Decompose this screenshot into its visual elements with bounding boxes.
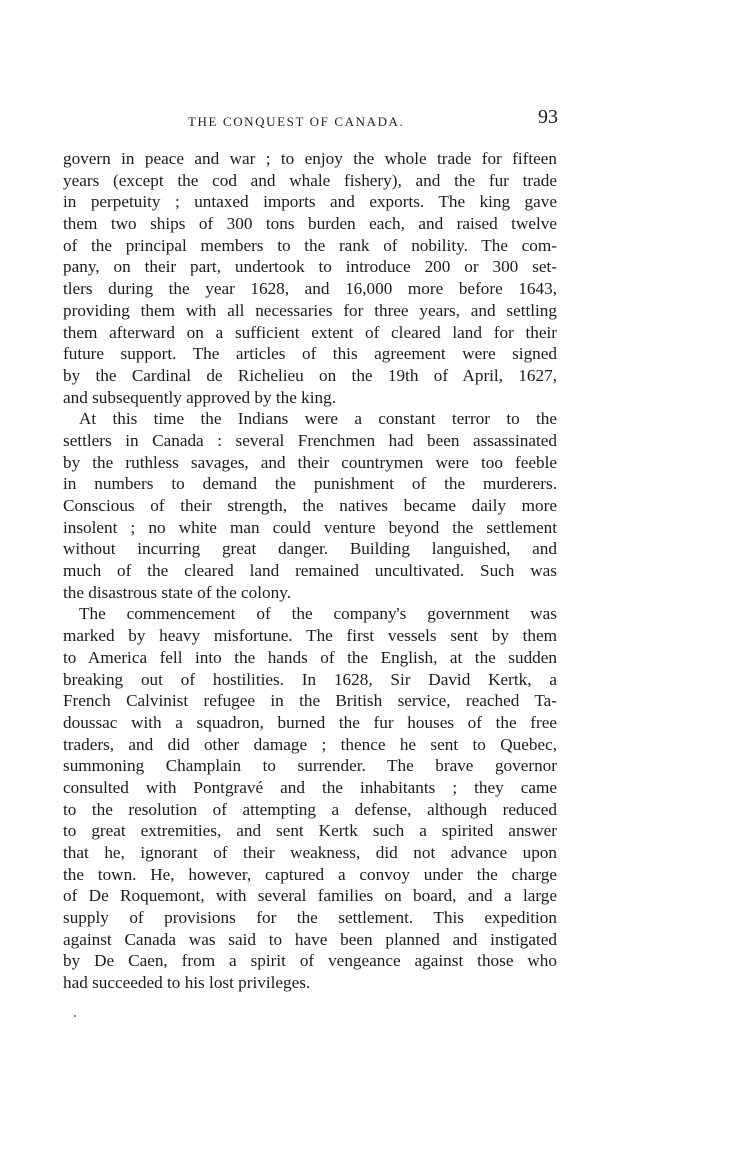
text-line: by the Cardinal de Richelieu on the 19th of April, 1627,: [63, 365, 557, 385]
text-line: doussac with a squadron, burned the fur houses of the free: [63, 712, 557, 732]
text-line: much of the cleared land remained uncultivated. Such was: [63, 561, 557, 581]
text-line: govern in peace and war ; to enjoy the whole trade for fifteen: [63, 149, 557, 168]
text-line: French Calvinist refugee in the British service, reached Ta-: [63, 691, 557, 711]
text-line: supply of provisions for the settlement. This expedition: [63, 908, 557, 928]
text-line: settlers in Canada : several Frenchmen had been assassinated: [63, 430, 557, 450]
text-line: in perpetuity ; untaxed imports and exports. The king gave: [63, 192, 557, 212]
text-line: traders, and did other damage ; thence he sent to Quebec,: [63, 734, 557, 754]
text-line: by De Caen, from a spirit of vengeance against those who: [63, 951, 557, 971]
text-line: pany, on their part, undertook to introduce 200 or 300 set-: [63, 257, 557, 277]
text-line: the disastrous state of the colony.: [63, 582, 292, 602]
text-line: to America fell into the hands of the English, at the sudden: [63, 647, 557, 667]
text-line: the town. He, however, captured a convoy under the charge: [63, 864, 557, 884]
text-line: in numbers to demand the punishment of the murderers.: [63, 474, 557, 494]
text-line: to the resolution of attempting a defense, although reduced: [63, 799, 557, 819]
text-line: providing them with all necessaries for three years, and settling: [63, 300, 557, 320]
text-line: that he, ignorant of their weakness, did not advance upon: [63, 843, 557, 862]
text-line: and subsequently approved by the king.: [63, 387, 337, 407]
paragraph-start: At this time the Indians were a constant terror to the: [79, 409, 557, 429]
ink-speck: [74, 1015, 76, 1017]
text-line: of the principal members to the rank of nobility. The com-: [63, 235, 557, 255]
text-line: them two ships of 300 tons burden each, and raised twelve: [63, 214, 557, 234]
text-line: future support. The articles of this agreement were signed: [63, 344, 557, 364]
text-line: summoning Champlain to surrender. The brave governor: [63, 756, 557, 776]
page-header: [60, 106, 558, 140]
text-line: marked by heavy misfortune. The first vessels sent by them: [63, 626, 557, 646]
text-line: of De Roquemont, with several families on board, and a large: [63, 886, 557, 906]
body-text: [63, 148, 557, 994]
text-line: insolent ; no white man could venture beyond the settlement: [63, 517, 557, 537]
text-line: had succeeded to his lost privileges.: [63, 973, 311, 993]
text-line: breaking out of hostilities. In 1628, Sir David Kertk, a: [63, 669, 557, 689]
text-line: consulted with Pontgravé and the inhabitants ; they came: [63, 777, 557, 797]
text-line: against Canada was said to have been planned and instigated: [63, 929, 557, 949]
paragraph-start: The commencement of the company's government was: [79, 604, 557, 624]
text-line: years (except the cod and whale fishery), and the fur trade: [63, 170, 557, 190]
text-line: them afterward on a sufficient extent of cleared land for their: [63, 322, 557, 342]
text-line: Conscious of their strength, the natives became daily more: [63, 496, 557, 515]
text-line: to great extremities, and sent Kertk such a spirited answer: [63, 821, 557, 841]
text-line: by the ruthless savages, and their countrymen were too feeble: [63, 452, 557, 472]
text-line: tlers during the year 1628, and 16,000 more before 1643,: [63, 279, 557, 299]
running-title: THE CONQUEST OF CANADA.: [188, 114, 405, 129]
text-line: without incurring great danger. Building languished, and: [63, 539, 557, 559]
page-number: 93: [538, 106, 558, 128]
